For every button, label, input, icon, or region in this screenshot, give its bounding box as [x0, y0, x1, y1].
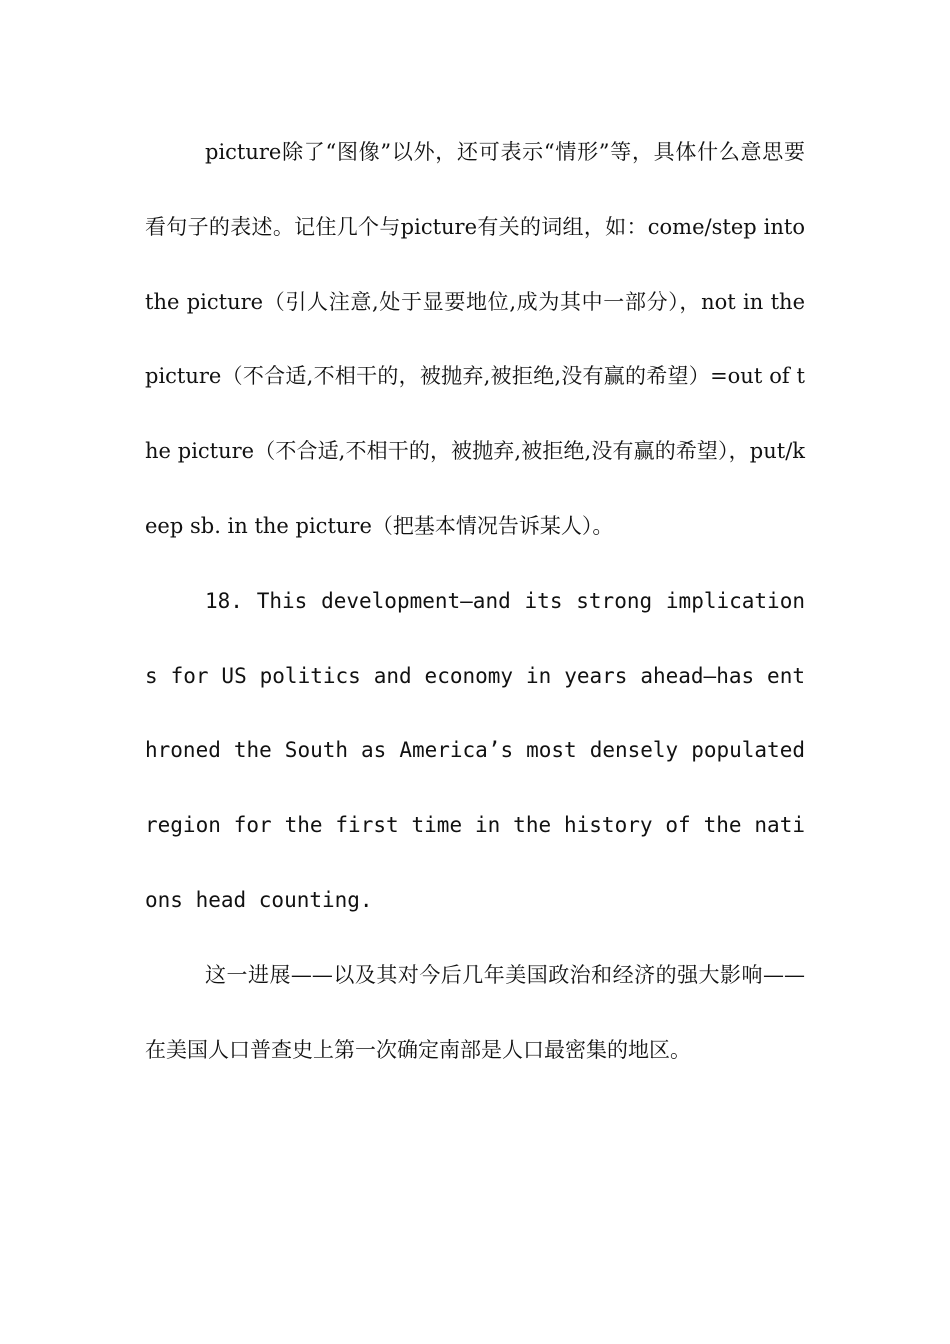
- paragraph-sentence-18-english: 18. This development—and its strong implications for US politics and economy in years ahead—has enthroned the South as America’s most densely populated region for the first time in the history of the nations head counting.: [145, 588, 805, 912]
- paragraph-sentence-18-chinese: 这一进展——以及其对今后几年美国政治和经济的强大影响——在美国人口普查史上第一次确定南部是人口最密集的地区。: [145, 962, 805, 1062]
- paragraph-picture-explanation: picture除了“图像”以外，还可表示“情形”等，具体什么意思要看句子的表述。记住几个与picture有关的词组，如：come/step into the picture（引人注意,处于显要地位,成为其中一部分），not in the picture（不合适,不相干的，被抛弃,被拒绝,没有赢的希望）=out of the picture（不合适,不相干的，被抛弃,被拒绝,没有赢的希望），put/keep sb. in the picture（把基本情况告诉某人）。: [145, 140, 805, 538]
- document-page: [145, 115, 805, 1087]
